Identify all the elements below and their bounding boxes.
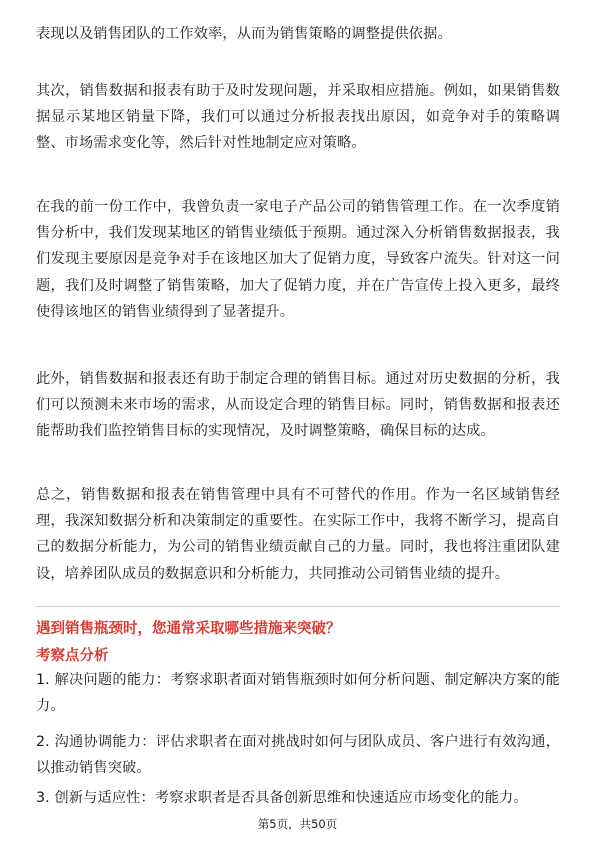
paragraph-sales-targets: 此外，销售数据和报表还有助于制定合理的销售目标。通过对历史数据的分析，我们可以预测未来市场的需求，从而设定合理的销售目标。同时，销售数据和报表还能帮助我们监控销售目标的实现情况，及时调整策略，确保目标的达成。 [36,371,560,440]
page-number-footer: 第5页，共50页 [257,817,338,831]
analysis-item: 1. 解决问题的能力：考察求职者面对销售瓶颈时如何分析问题、制定解决方案的能力。 [36,672,560,715]
paragraph-second-point: 其次，销售数据和报表有助于及时发现问题，并采取相应措施。例如，如果销售数据显示某地区销量下降，我们可以通过分析报表找出原因，如竞争对手的策略调整、市场需求变化等，然后针对性地制定应对策略。 [36,83,560,152]
paragraph-intro-continuation: 表现以及销售团队的工作效率，从而为销售策略的调整提供依据。 [36,26,452,42]
paragraph-work-example: 在我的前一份工作中，我曾负责一家电子产品公司的销售管理工作。在一次季度销售分析中，我们发现某地区的销售业绩低于预期。通过深入分析销售数据报表，我们发现主要原因是竞争对手在该地区加大了促销力度，导致客户流失。针对这一问题，我们及时调整了销售策略，加大了促销力度，并在广告宣传上投入更多，最终使得该地区的销售业绩得到了显著提升。 [36,199,560,320]
analysis-section-title: 考察点分析 [36,648,109,664]
interview-question: 遇到销售瓶颈时，您通常采取哪些措施来突破？ [36,621,341,637]
section-divider [36,606,560,607]
paragraph-conclusion: 总之，销售数据和报表在销售管理中具有不可替代的作用。作为一名区域销售经理，我深知数据分析和决策制定的重要性。在实际工作中，我将不断学习，提高自己的数据分析能力，为公司的销售业绩贡献自己的力量。同时，我也将注重团队建设，培养团队成员的数据意识和分析能力，共同推动公司销售业绩的提升。 [36,487,560,582]
analysis-item: 3. 创新与适应性：考察求职者是否具备创新思维和快速适应市场变化的能力。 [36,790,528,806]
analysis-item: 2. 沟通协调能力：评估求职者在面对挑战时如何与团队成员、客户进行有效沟通，以推动销售突破。 [36,734,560,777]
